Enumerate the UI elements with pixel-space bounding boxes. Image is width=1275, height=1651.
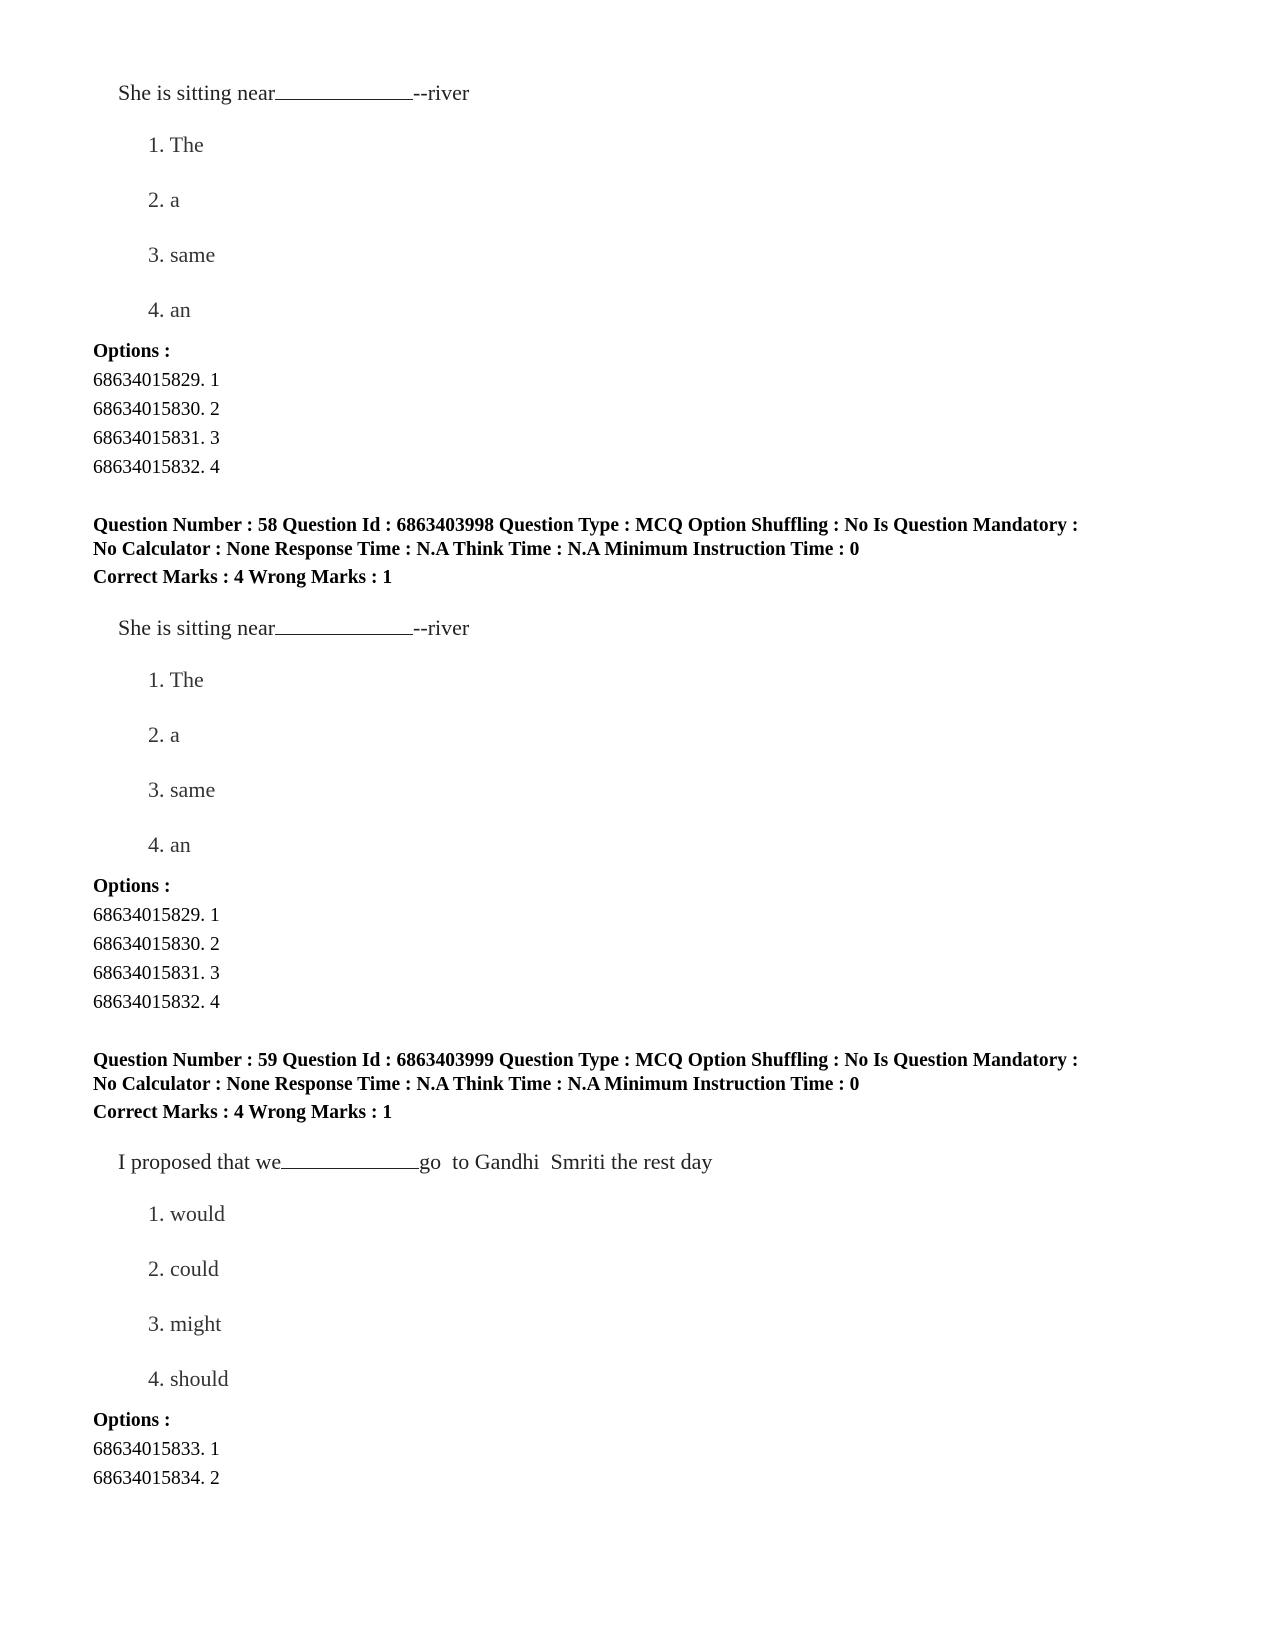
choice-list bbox=[118, 130, 469, 325]
option-row: 68634015832. 4 bbox=[93, 992, 220, 1013]
question-marks: Correct Marks : 4 Wrong Marks : 1 bbox=[93, 1102, 393, 1123]
question-meta-line2: No Calculator : None Response Time : N.A Think Time : N.A Minimum Instruction Time : 0 bbox=[93, 539, 860, 560]
choice-item: 1. would bbox=[148, 1201, 225, 1226]
choice-item: 4. should bbox=[148, 1366, 229, 1391]
options-list bbox=[93, 1406, 220, 1493]
question-stem-image-2 bbox=[118, 613, 469, 860]
question-header-59 bbox=[93, 1049, 1213, 1125]
question-stem-image-1 bbox=[118, 78, 469, 325]
options-label: Options : bbox=[93, 1410, 171, 1431]
question-stem bbox=[118, 1147, 712, 1177]
options-list bbox=[93, 872, 220, 1017]
stem-text-after: go to Gandhi Smriti the rest day bbox=[419, 1149, 713, 1174]
choice-item: 2. could bbox=[148, 1256, 219, 1281]
question-meta-line1: Question Number : 58 Question Id : 6863403998 Question Type : MCQ Option Shuffling : No Is Question Mandatory : bbox=[93, 515, 1079, 536]
choice-item: 4. an bbox=[148, 832, 191, 857]
question-meta-line1: Question Number : 59 Question Id : 6863403999 Question Type : MCQ Option Shuffling : No Is Question Mandatory : bbox=[93, 1050, 1079, 1071]
choice-list bbox=[118, 1199, 712, 1394]
stem-text-after: --river bbox=[413, 80, 470, 105]
question-stem bbox=[118, 613, 469, 643]
question-meta-line2: No Calculator : None Response Time : N.A Think Time : N.A Minimum Instruction Time : 0 bbox=[93, 1074, 860, 1095]
choice-item: 1. The bbox=[148, 667, 204, 692]
options-list bbox=[93, 337, 220, 482]
answer-blank bbox=[281, 1148, 419, 1169]
stem-text-after: --river bbox=[413, 615, 470, 640]
choice-list bbox=[118, 665, 469, 860]
question-stem-image-3 bbox=[118, 1147, 712, 1394]
answer-blank bbox=[275, 614, 413, 635]
option-row: 68634015834. 2 bbox=[93, 1468, 220, 1489]
choice-item: 3. same bbox=[148, 242, 216, 267]
stem-text-before: She is sitting near bbox=[118, 615, 276, 640]
option-row: 68634015831. 3 bbox=[93, 963, 220, 984]
stem-text-before: She is sitting near bbox=[118, 80, 276, 105]
choice-item: 3. same bbox=[148, 777, 216, 802]
options-label: Options : bbox=[93, 341, 171, 362]
choice-item: 4. an bbox=[148, 297, 191, 322]
answer-blank bbox=[275, 79, 413, 100]
options-label: Options : bbox=[93, 876, 171, 897]
option-row: 68634015830. 2 bbox=[93, 934, 220, 955]
question-header-58 bbox=[93, 514, 1213, 590]
option-row: 68634015829. 1 bbox=[93, 370, 220, 391]
choice-item: 3. might bbox=[148, 1311, 222, 1336]
choice-item: 1. The bbox=[148, 132, 204, 157]
choice-item: 2. a bbox=[148, 187, 180, 212]
stem-text-before: I proposed that we bbox=[118, 1149, 282, 1174]
option-row: 68634015829. 1 bbox=[93, 905, 220, 926]
choice-item: 2. a bbox=[148, 722, 180, 747]
question-marks: Correct Marks : 4 Wrong Marks : 1 bbox=[93, 567, 393, 588]
option-row: 68634015830. 2 bbox=[93, 399, 220, 420]
option-row: 68634015831. 3 bbox=[93, 428, 220, 449]
question-stem bbox=[118, 78, 469, 108]
option-row: 68634015833. 1 bbox=[93, 1439, 220, 1460]
option-row: 68634015832. 4 bbox=[93, 457, 220, 478]
